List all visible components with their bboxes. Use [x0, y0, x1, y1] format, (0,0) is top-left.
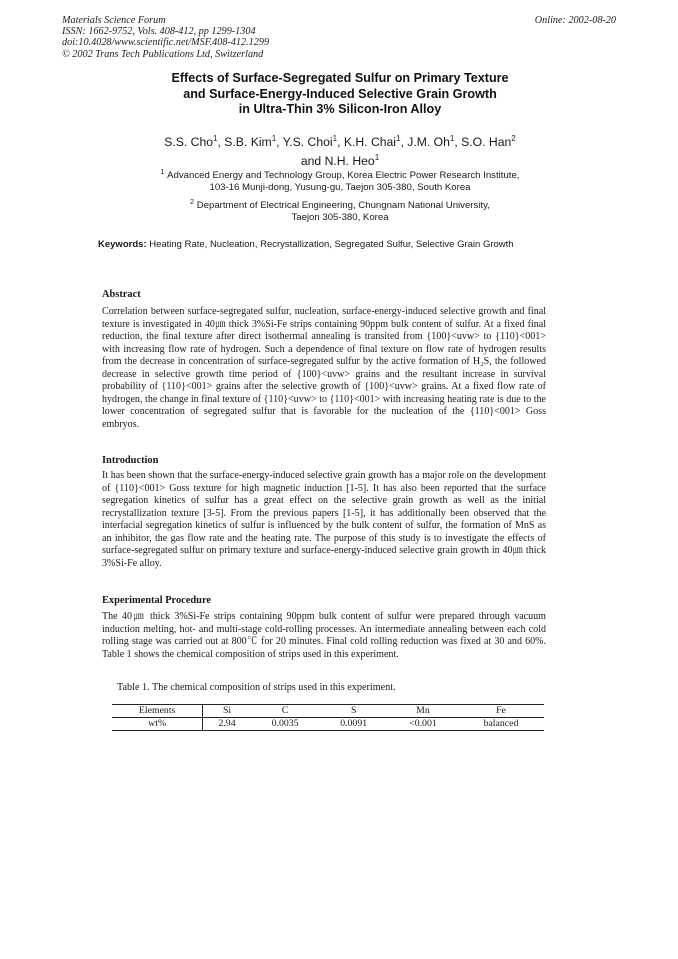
author-separator: , — [276, 135, 283, 150]
abstract-text: Correlation between surface-segregated sulfur, nucleation, surface-energy-induced selective growth and final texture is investigated in 40㎛ thick 3%Si-Fe strips containing 90ppm bulk content of sulfur. At a fixed final reduction, the final texture after direct isothermal annealing is transited from {100}<uvw> to {110}<001> with increasing flow rate of hydrogen. Such a dependence of final texture on flow rate of hydrogen results from the decrease in concentration of surface-segregated sulfur by the active formation of H₂S, the followed decrease in selective growth time period of {100}<uvw> grains and the resultant increase in survival probability of {110}<001> grains after the selective growth of {100}<uvw> grains. At a fixed flow rate of hydrogen, the change in final texture of {110}<uvw> to {110}<001> with increasing heating rate is due to the lower concentration of segregated sulfur that is favorable for the nucleation of the {110}<001> Goss embryos. — [102, 306, 546, 430]
author-affiliation-mark: 1 — [396, 134, 401, 143]
copyright-line: © 2002 Trans Tech Publications Ltd, Switzerland — [62, 48, 264, 60]
introduction-text: It has been shown that the surface-energy-induced selective grain growth has a major role on the development of {110}<001> Goss texture for high magnetic induction [1-5]. It has also been reported that the surface segregation kinetics of sulfur has a great effect on the selective grain growth as well as the initial recrystallization texture [3-5]. From the previous papers [1-5], it has additionally been observed that the interfacial segregation kinetics of sulfur is influenced by the bulk content of sulfur, the formation of MnS as an inhibitor, the gas flow rate and the heating rate. The purpose of this study is to investigate the effects of surface-segregated sulfur on primary texture and surface-energy-induced selective grain growth in 40㎛ thick 3%Si-Fe alloy. — [102, 470, 546, 569]
author-affiliation-mark: 2 — [511, 134, 516, 143]
author-affiliation-mark: 1 — [449, 134, 455, 143]
journal-name: Materials Science Forum — [62, 15, 166, 26]
title-line-3: in Ultra-Thin 3% Silicon-Iron Alloy — [238, 102, 442, 117]
abstract-heading: Abstract — [102, 289, 141, 300]
experimental-heading: Experimental Procedure — [102, 595, 211, 606]
author-affiliation-mark: 1 — [271, 134, 277, 143]
issn-line: ISSN: 1662-9752, Vols. 408-412, pp 1299-1304 — [62, 26, 256, 38]
keywords — [98, 239, 618, 251]
table-cell: wt% — [112, 718, 203, 731]
author-name: J.M. Oh — [407, 135, 450, 150]
table-header-cell: Mn — [416, 705, 430, 716]
paper-title — [90, 71, 590, 118]
author-name: S.S. Cho — [164, 135, 214, 150]
table-header-cell: Elements — [112, 705, 203, 718]
online-date: Online: 2002-08-20 — [534, 15, 616, 26]
author-name: S.O. Han — [461, 135, 512, 150]
author-name: K.H. Chai — [343, 135, 397, 150]
author-affiliation-mark: 1 — [213, 134, 218, 143]
affiliation-line: Department of Electrical Engineering, Chungnam National University, — [196, 200, 490, 212]
keywords-text: Heating Rate, Nucleation, Recrystallization, Segregated Sulfur, Selective Grain Growth — [149, 239, 514, 250]
table-header-row — [112, 705, 544, 718]
introduction-heading: Introduction — [102, 455, 159, 466]
author-line-1 — [100, 131, 580, 150]
journal-header — [62, 15, 269, 60]
table-cell: balanced — [483, 718, 519, 729]
affiliation-line: Advanced Energy and Technology Group, Korea Electric Power Research Institute, — [167, 170, 520, 182]
table-cell: 0.0035 — [271, 718, 299, 729]
author-separator: , — [217, 135, 225, 150]
doi-line[interactable]: doi:10.4028/www.scientific.net/MSF.408-412.1299 — [62, 37, 270, 49]
affiliation-line: Taejon 305-380, Korea — [291, 211, 389, 223]
affiliation-1 — [100, 167, 580, 194]
table-header-cell: Fe — [496, 705, 506, 716]
experimental-text: The 40㎛ thick 3%Si-Fe strips containing 90ppm bulk content of sulfur were prepared through vacuum induction melting, hot- and multi-stage cold-rolling processes. An intermediate annealing between each cold rolling stage was carried out at 800℃ for 20 minutes. Final cold rolling reduction was fixed at 30 and 60%. Table 1 shows the chemical composition of strips used in this experiment. — [102, 611, 546, 660]
author-name: S.B. Kim — [224, 135, 272, 150]
author-affiliation-mark: 1 — [374, 153, 380, 163]
author-separator: , — [454, 135, 462, 150]
author-name: and N.H. Heo — [300, 154, 375, 169]
affiliation-mark: 2 — [190, 199, 195, 206]
title-line-1: Effects of Surface-Segregated Sulfur on Primary Texture — [171, 71, 509, 85]
affiliation-mark: 1 — [160, 169, 165, 176]
author-separator: , — [400, 135, 408, 150]
table-header-cell: Si — [222, 705, 232, 716]
table-header-cell: S — [350, 705, 357, 716]
table-cell: 0.0091 — [340, 718, 368, 729]
table-caption: Table 1. The chemical composition of strips used in this experiment. — [117, 682, 396, 693]
table-cell: 2.94 — [218, 718, 236, 729]
title-line-2: and Surface-Energy-Induced Selective Grain Growth — [183, 86, 497, 101]
table-header-cell: C — [281, 705, 289, 716]
author-name: Y.S. Choi — [282, 135, 333, 150]
keywords-label: Keywords: — [98, 239, 147, 250]
table-cell: <0.001 — [409, 718, 437, 729]
table-row — [112, 718, 544, 731]
author-list — [100, 131, 580, 169]
composition-table — [112, 704, 544, 731]
author-affiliation-mark: 1 — [332, 134, 338, 143]
affiliation-line: 103-16 Munji-dong, Yusung-gu, Taejon 305-380, South Korea — [209, 181, 471, 193]
affiliation-2 — [100, 197, 580, 224]
author-separator: , — [337, 135, 344, 150]
